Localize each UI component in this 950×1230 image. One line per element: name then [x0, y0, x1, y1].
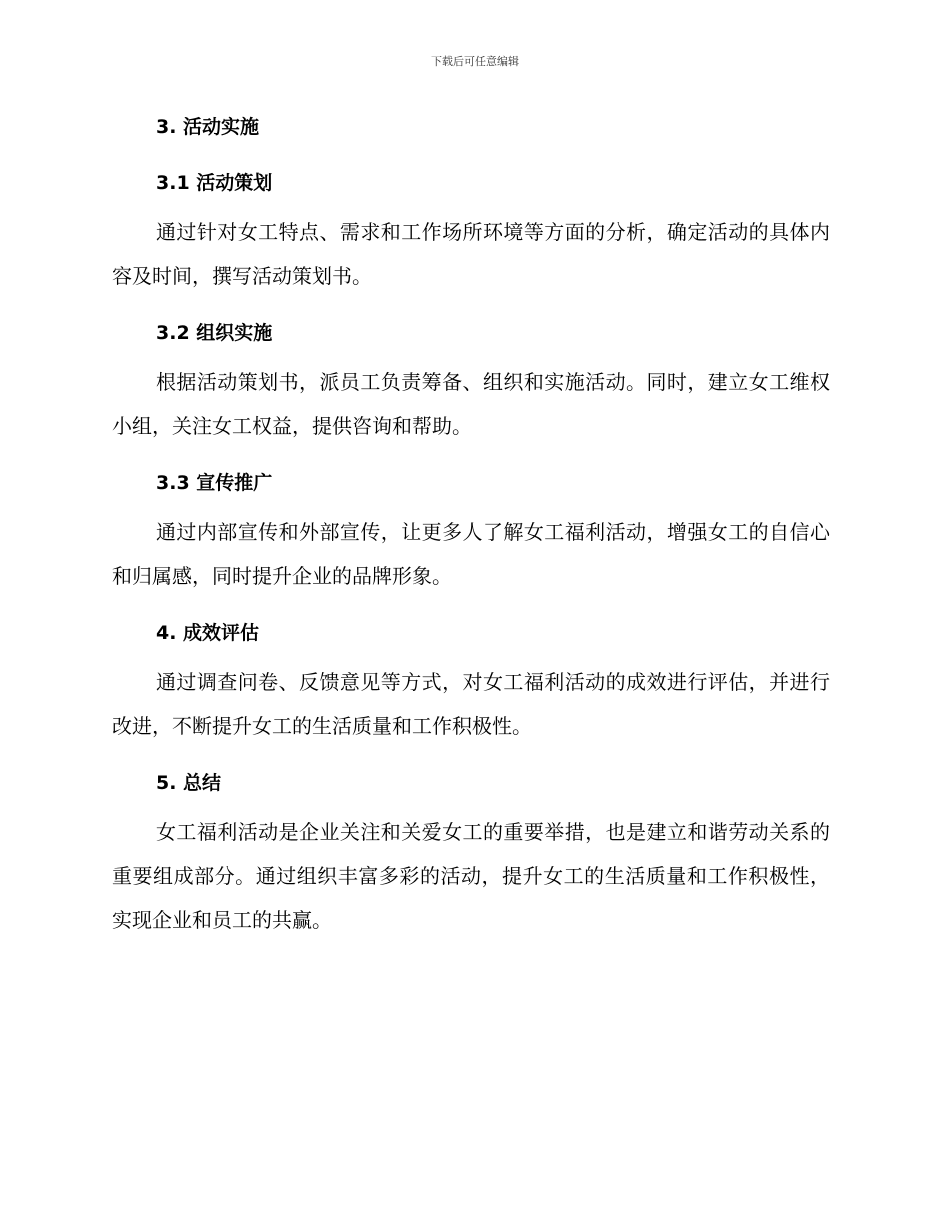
- section-paragraph-5: 女工福利活动是企业关注和关爱女工的重要举措，也是建立和谐劳动关系的重要组成部分。通过组织丰富多彩的活动，提升女工的生活质量和工作积极性，实现企业和员工的共赢。: [112, 820, 830, 932]
- section-heading-5: 5. 总结: [156, 772, 222, 794]
- section-heading-4: 4. 成效评估: [156, 622, 260, 644]
- document-body: [112, 110, 830, 942]
- section-paragraph-4: 通过调查问卷、反馈意见等方式，对女工福利活动的成效进行评估，并进行改进，不断提升女工的生活质量和工作积极性。: [112, 670, 830, 738]
- section-paragraph-3-3: 通过内部宣传和外部宣传，让更多人了解女工福利活动，增强女工的自信心和归属感，同时提升企业的品牌形象。: [112, 520, 830, 588]
- section-paragraph-3-1: 通过针对女工特点、需求和工作场所环境等方面的分析，确定活动的具体内容及时间，撰写活动策划书。: [112, 220, 830, 288]
- section-paragraph-3-2: 根据活动策划书，派员工负责筹备、组织和实施活动。同时，建立女工维权小组，关注女工权益，提供咨询和帮助。: [112, 370, 830, 438]
- section-heading-3: 3. 活动实施: [156, 116, 260, 138]
- section-heading-3-3: 3.3 宣传推广: [156, 472, 273, 494]
- section-heading-3-2: 3.2 组织实施: [156, 322, 273, 344]
- page-header: 下载后可任意编辑: [431, 55, 519, 68]
- section-heading-3-1: 3.1 活动策划: [156, 172, 273, 194]
